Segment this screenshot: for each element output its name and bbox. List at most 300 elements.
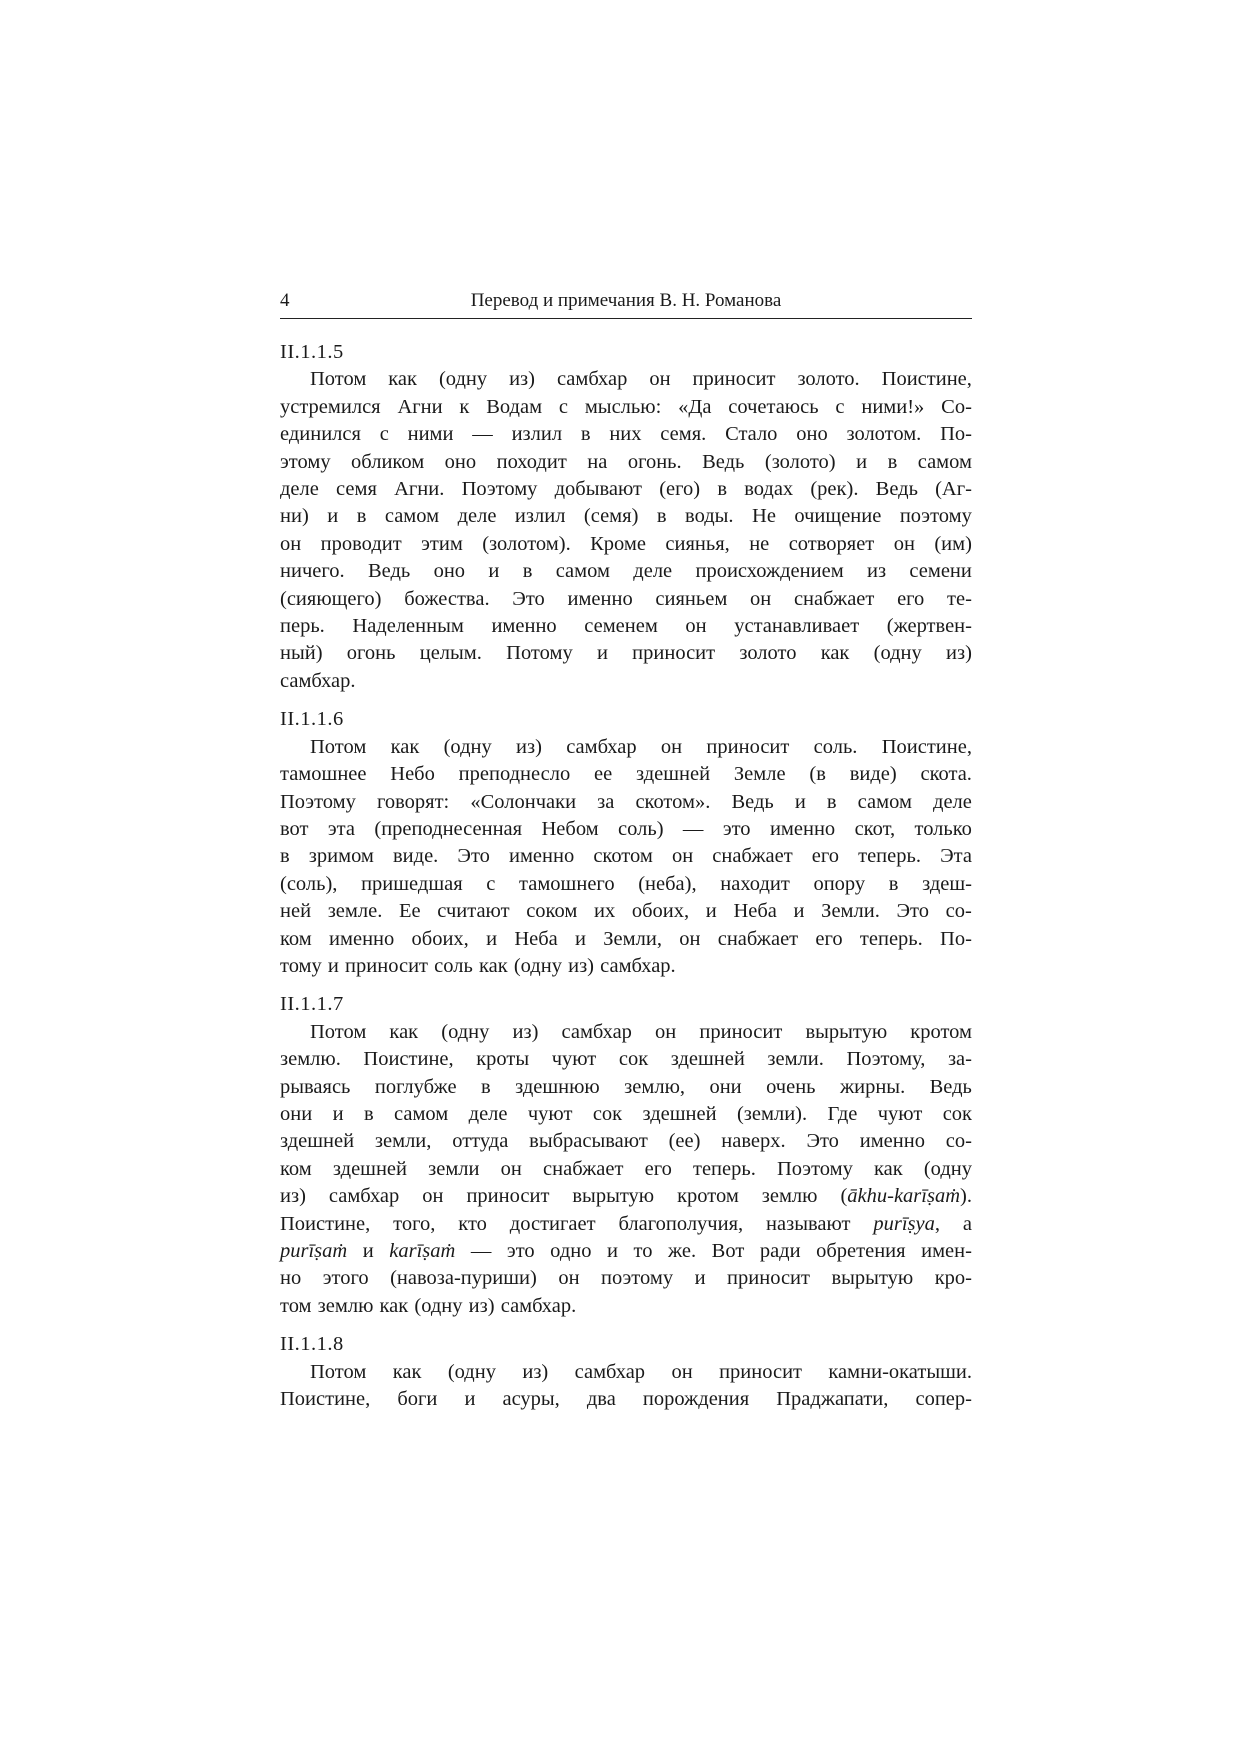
word-part: (одну bbox=[513, 954, 562, 977]
word bbox=[671, 1046, 745, 1073]
word-part: (одну bbox=[923, 1157, 972, 1180]
word-part: за bbox=[597, 790, 615, 813]
word bbox=[476, 1046, 529, 1073]
word-part: и bbox=[607, 1240, 618, 1262]
word-part: приносит bbox=[632, 642, 716, 665]
word-part: самом bbox=[857, 790, 912, 813]
word-part: скота. bbox=[920, 763, 972, 786]
word-part: зримом bbox=[308, 845, 374, 868]
word-part: Ее bbox=[398, 900, 421, 923]
word bbox=[519, 871, 615, 898]
word bbox=[437, 898, 509, 925]
word bbox=[821, 640, 850, 667]
word-part: приносит bbox=[706, 735, 790, 758]
word-part: земли bbox=[428, 1157, 480, 1180]
word bbox=[466, 1183, 549, 1210]
word-part: семя. bbox=[660, 423, 707, 446]
word bbox=[377, 789, 449, 816]
word-part: водах bbox=[744, 478, 794, 501]
word-part: и bbox=[575, 927, 587, 950]
word bbox=[940, 843, 972, 870]
word-part: это bbox=[506, 1240, 535, 1262]
word bbox=[635, 789, 710, 816]
word bbox=[632, 640, 715, 667]
word-part: единился bbox=[280, 423, 361, 446]
word-part: со- bbox=[945, 1130, 972, 1153]
word-part: — bbox=[472, 423, 493, 446]
text-line bbox=[280, 640, 972, 667]
word bbox=[777, 1156, 853, 1183]
word-part: золотом. bbox=[846, 423, 922, 446]
text-line bbox=[280, 1211, 972, 1238]
word-part: Поистине, bbox=[363, 1048, 454, 1071]
word bbox=[412, 926, 469, 953]
word bbox=[280, 1074, 350, 1101]
word-part: обоих, bbox=[411, 927, 469, 950]
word-part: (соль), bbox=[280, 872, 338, 895]
word bbox=[856, 449, 867, 476]
word bbox=[351, 449, 424, 476]
word bbox=[486, 394, 542, 421]
word bbox=[448, 1359, 496, 1386]
word bbox=[657, 503, 667, 530]
word bbox=[420, 640, 482, 667]
word bbox=[566, 734, 636, 761]
word-part: достигает bbox=[509, 1212, 596, 1235]
word bbox=[632, 898, 689, 925]
word bbox=[559, 394, 568, 421]
word bbox=[280, 503, 309, 530]
word bbox=[897, 586, 924, 613]
word-part: ними bbox=[407, 423, 454, 446]
word bbox=[389, 1238, 455, 1265]
word-part: называют bbox=[766, 1212, 851, 1235]
word-part: но bbox=[280, 1267, 302, 1290]
word bbox=[941, 394, 972, 421]
word-part: сотворяет bbox=[788, 532, 875, 555]
word bbox=[394, 1101, 448, 1128]
word bbox=[434, 558, 465, 585]
word-part: приносит bbox=[727, 1267, 810, 1290]
word-part: его bbox=[811, 845, 840, 868]
word bbox=[336, 476, 377, 503]
word bbox=[328, 898, 383, 925]
word bbox=[797, 366, 859, 393]
word bbox=[900, 503, 972, 530]
word-part: деле bbox=[280, 478, 319, 501]
word-part: (одну bbox=[441, 1020, 490, 1043]
word bbox=[897, 898, 929, 925]
word bbox=[645, 1156, 672, 1183]
word-part: Поистине, bbox=[881, 735, 972, 758]
section bbox=[280, 706, 972, 980]
word bbox=[767, 1046, 824, 1073]
word bbox=[512, 586, 544, 613]
word bbox=[515, 503, 566, 530]
word-part: ( bbox=[840, 1185, 848, 1208]
word bbox=[669, 1128, 701, 1155]
word bbox=[562, 1019, 632, 1046]
word-part: этого bbox=[322, 1267, 369, 1290]
word-part: как bbox=[874, 1157, 903, 1180]
word bbox=[766, 1211, 850, 1238]
word-part: ради bbox=[759, 1240, 801, 1262]
word-part: приносит bbox=[466, 1185, 550, 1208]
word-part: то bbox=[633, 1240, 653, 1262]
word bbox=[734, 613, 859, 640]
word bbox=[462, 476, 538, 503]
word bbox=[333, 1101, 344, 1128]
word bbox=[918, 449, 972, 476]
word-part: он bbox=[671, 845, 694, 868]
word bbox=[922, 871, 972, 898]
word-part: опору bbox=[813, 872, 866, 895]
word-part: этому bbox=[280, 450, 331, 473]
word bbox=[464, 1386, 475, 1413]
word-part: приносит bbox=[719, 1360, 803, 1383]
word-part: тому bbox=[280, 954, 322, 977]
word bbox=[472, 421, 493, 448]
word-part: сияньем bbox=[655, 587, 728, 610]
word bbox=[486, 926, 497, 953]
word-part: здешней bbox=[636, 763, 711, 786]
word bbox=[585, 394, 661, 421]
word bbox=[678, 394, 711, 421]
word bbox=[643, 1101, 717, 1128]
word-part: не bbox=[749, 532, 770, 555]
word bbox=[512, 421, 563, 448]
word-part: деле bbox=[457, 505, 497, 528]
word bbox=[556, 558, 610, 585]
word bbox=[501, 1293, 577, 1320]
word-part: очень bbox=[766, 1075, 816, 1098]
word bbox=[310, 734, 366, 761]
word-part: обликом bbox=[351, 450, 425, 473]
word-part: самбхар bbox=[328, 1185, 400, 1208]
word-part: скотом». bbox=[635, 790, 711, 813]
word bbox=[509, 843, 574, 870]
word bbox=[661, 734, 682, 761]
text-line bbox=[280, 734, 972, 761]
word-part: и bbox=[486, 927, 498, 950]
text-line bbox=[280, 449, 972, 476]
word bbox=[310, 366, 366, 393]
text-line bbox=[280, 1386, 972, 1413]
text-line bbox=[280, 843, 972, 870]
word-part: снабжает bbox=[712, 845, 793, 868]
word bbox=[380, 1293, 409, 1320]
word-part: в bbox=[480, 1075, 491, 1098]
text-line bbox=[280, 586, 972, 613]
word-part: а bbox=[962, 1212, 972, 1235]
word-part: Небом bbox=[541, 817, 599, 840]
word-part: Поэтому bbox=[776, 1157, 853, 1180]
word-part: здешней bbox=[670, 1048, 745, 1071]
word bbox=[280, 1156, 312, 1183]
word bbox=[528, 1101, 573, 1128]
word bbox=[719, 1359, 802, 1386]
word-part: деле bbox=[468, 1102, 508, 1125]
word bbox=[280, 843, 290, 870]
word-part: и bbox=[332, 1102, 344, 1125]
word-part: Где bbox=[827, 1102, 858, 1125]
word bbox=[765, 449, 836, 476]
word-part: его bbox=[644, 1157, 672, 1180]
word bbox=[597, 640, 608, 667]
word-part: тамошнее bbox=[280, 763, 367, 786]
word bbox=[619, 1046, 648, 1073]
word bbox=[479, 953, 508, 980]
running-header bbox=[280, 288, 972, 319]
word-part: к bbox=[459, 395, 470, 418]
word-part: золото. bbox=[797, 368, 860, 391]
text-line bbox=[280, 1074, 972, 1101]
word bbox=[815, 926, 842, 953]
word bbox=[280, 953, 322, 980]
word-part: деле bbox=[933, 790, 972, 813]
page-body bbox=[280, 339, 972, 1413]
word-part: ней bbox=[280, 900, 312, 923]
word-part: в bbox=[280, 845, 290, 868]
word bbox=[909, 558, 971, 585]
word-part: «Да bbox=[678, 395, 712, 418]
section-number: II.1.1.5 bbox=[280, 341, 344, 363]
word bbox=[506, 640, 573, 667]
word bbox=[397, 394, 442, 421]
word bbox=[915, 1386, 972, 1413]
word-part: (Аг- bbox=[935, 478, 972, 501]
word-part: Поэтому, bbox=[846, 1048, 926, 1071]
word bbox=[668, 1238, 696, 1265]
word bbox=[643, 1386, 749, 1413]
word bbox=[946, 640, 972, 667]
word bbox=[828, 1101, 858, 1128]
word-part: из) bbox=[512, 1020, 539, 1043]
word-part: он bbox=[280, 532, 302, 555]
word-part: как bbox=[478, 954, 508, 977]
word bbox=[693, 366, 776, 393]
word bbox=[434, 953, 473, 980]
word-part: виде. bbox=[393, 845, 439, 868]
word bbox=[947, 586, 972, 613]
word bbox=[469, 1101, 508, 1128]
word-part: и bbox=[327, 505, 339, 528]
word bbox=[593, 1101, 622, 1128]
word-part: виде) bbox=[849, 763, 897, 786]
word-part: за- bbox=[947, 1048, 972, 1071]
word-part: поглубже bbox=[374, 1075, 457, 1098]
word bbox=[733, 898, 776, 925]
word-part: два bbox=[586, 1388, 616, 1411]
word bbox=[723, 816, 751, 843]
word-part: Агни bbox=[397, 395, 443, 418]
word bbox=[388, 366, 417, 393]
word-part: самом bbox=[917, 450, 972, 473]
word bbox=[280, 668, 356, 695]
word bbox=[568, 953, 594, 980]
word bbox=[347, 640, 396, 667]
word bbox=[471, 1238, 492, 1265]
word-part: одно bbox=[550, 1240, 592, 1262]
word bbox=[809, 761, 826, 788]
word-part: он bbox=[893, 532, 915, 555]
word-part: Водам bbox=[486, 395, 543, 418]
word-part: и bbox=[362, 1240, 374, 1262]
book-page bbox=[280, 288, 972, 1424]
word-part: самбхар bbox=[566, 735, 637, 758]
word-part: выбрасывают bbox=[529, 1130, 648, 1153]
word-part: в bbox=[580, 423, 591, 446]
word bbox=[329, 926, 394, 953]
text-line bbox=[280, 871, 972, 898]
word bbox=[752, 503, 776, 530]
word-part: скот, bbox=[854, 817, 896, 840]
text-line bbox=[280, 1019, 972, 1046]
word bbox=[894, 531, 915, 558]
word-part: он bbox=[655, 1020, 677, 1043]
word bbox=[618, 1211, 743, 1238]
word-part: с bbox=[558, 395, 568, 418]
word-part: сок bbox=[618, 1048, 649, 1071]
word bbox=[933, 789, 972, 816]
word-part: как bbox=[389, 1020, 419, 1043]
word-part: в bbox=[363, 1102, 374, 1125]
word-part: (одну bbox=[414, 1294, 463, 1317]
word-part: эта bbox=[327, 817, 355, 840]
word-part: Потом bbox=[310, 1360, 367, 1383]
word-part: из) bbox=[516, 735, 542, 758]
word bbox=[368, 558, 410, 585]
text-line bbox=[280, 668, 972, 695]
word-part: благополучия, bbox=[618, 1212, 744, 1235]
word bbox=[318, 1293, 374, 1320]
word-part: Агни. bbox=[394, 478, 445, 501]
word bbox=[572, 1183, 654, 1210]
section bbox=[280, 339, 972, 695]
word bbox=[921, 761, 972, 788]
word-part: как bbox=[388, 368, 417, 391]
word-part: именно bbox=[508, 845, 575, 868]
word-part: самом bbox=[394, 1102, 449, 1125]
word bbox=[280, 1265, 301, 1292]
word bbox=[594, 898, 615, 925]
word-part: Поэтому bbox=[280, 790, 356, 813]
word-part: на bbox=[587, 450, 608, 473]
word-part: мыслью: bbox=[584, 395, 662, 418]
word-part: и bbox=[488, 560, 500, 583]
word-part: он bbox=[422, 1185, 444, 1208]
word-part: землю bbox=[317, 1294, 374, 1317]
word-part: воды. bbox=[685, 505, 734, 528]
word-part: с bbox=[835, 395, 845, 418]
word bbox=[280, 1293, 312, 1320]
word-part: том bbox=[280, 1294, 312, 1317]
word-part: самбхар bbox=[574, 1360, 646, 1383]
word bbox=[280, 1211, 370, 1238]
word bbox=[550, 1238, 591, 1265]
word bbox=[685, 503, 734, 530]
word bbox=[935, 476, 972, 503]
word-part: того, bbox=[393, 1212, 436, 1235]
word bbox=[458, 503, 497, 530]
word-part: Поистине, bbox=[280, 1388, 371, 1411]
word-part: в bbox=[717, 478, 727, 501]
word-part: здешней bbox=[332, 1157, 407, 1180]
word bbox=[321, 531, 402, 558]
word bbox=[280, 531, 301, 558]
word-part: (одну bbox=[438, 368, 488, 391]
word bbox=[393, 1359, 422, 1386]
word bbox=[428, 1156, 479, 1183]
word-part: божества. bbox=[404, 587, 490, 610]
word bbox=[867, 558, 886, 585]
word-part: Ведь bbox=[731, 790, 774, 813]
word-part: и bbox=[705, 900, 717, 923]
text-line bbox=[280, 1101, 972, 1128]
section-number: II.1.1.6 bbox=[280, 708, 344, 731]
word bbox=[601, 1265, 673, 1292]
word-part: снабжает bbox=[717, 927, 799, 950]
word-part: огонь. bbox=[627, 450, 682, 473]
word-part: как bbox=[820, 642, 850, 665]
word bbox=[603, 926, 662, 953]
word-part: Поистине, bbox=[881, 368, 972, 391]
word-part: чуют bbox=[527, 1102, 573, 1125]
word bbox=[380, 421, 389, 448]
word-part: Земле bbox=[733, 763, 786, 786]
word bbox=[280, 1238, 347, 1265]
word-part: самом bbox=[384, 505, 440, 528]
word bbox=[672, 843, 693, 870]
word-part: асуры, bbox=[502, 1388, 560, 1411]
word-part: Ведь bbox=[367, 560, 411, 583]
text-line bbox=[280, 1046, 972, 1073]
word bbox=[878, 1101, 923, 1128]
word-part: он bbox=[685, 615, 707, 638]
word-part: именно bbox=[769, 817, 836, 840]
word-part: ничего. bbox=[280, 560, 345, 583]
word bbox=[831, 1265, 913, 1292]
word bbox=[310, 1359, 366, 1386]
word bbox=[280, 789, 356, 816]
word bbox=[840, 1183, 972, 1210]
word-part: излил bbox=[514, 505, 566, 528]
word-part: боги bbox=[397, 1388, 438, 1411]
word bbox=[488, 558, 499, 585]
word bbox=[628, 449, 682, 476]
word bbox=[693, 1156, 756, 1183]
word-part: они bbox=[280, 1102, 313, 1125]
word bbox=[597, 789, 614, 816]
word bbox=[706, 734, 789, 761]
word-part: считают bbox=[437, 900, 510, 923]
section bbox=[280, 991, 972, 1320]
word bbox=[280, 1183, 306, 1210]
word bbox=[695, 1265, 706, 1292]
word bbox=[452, 1128, 508, 1155]
word bbox=[874, 640, 922, 667]
word-part: — bbox=[682, 817, 704, 840]
word bbox=[280, 449, 331, 476]
word-part: он bbox=[500, 1157, 522, 1180]
word bbox=[526, 898, 577, 925]
word bbox=[444, 734, 492, 761]
word bbox=[584, 503, 639, 530]
word-part: он bbox=[679, 927, 701, 950]
word bbox=[280, 558, 345, 585]
word bbox=[728, 394, 818, 421]
word bbox=[389, 1019, 418, 1046]
